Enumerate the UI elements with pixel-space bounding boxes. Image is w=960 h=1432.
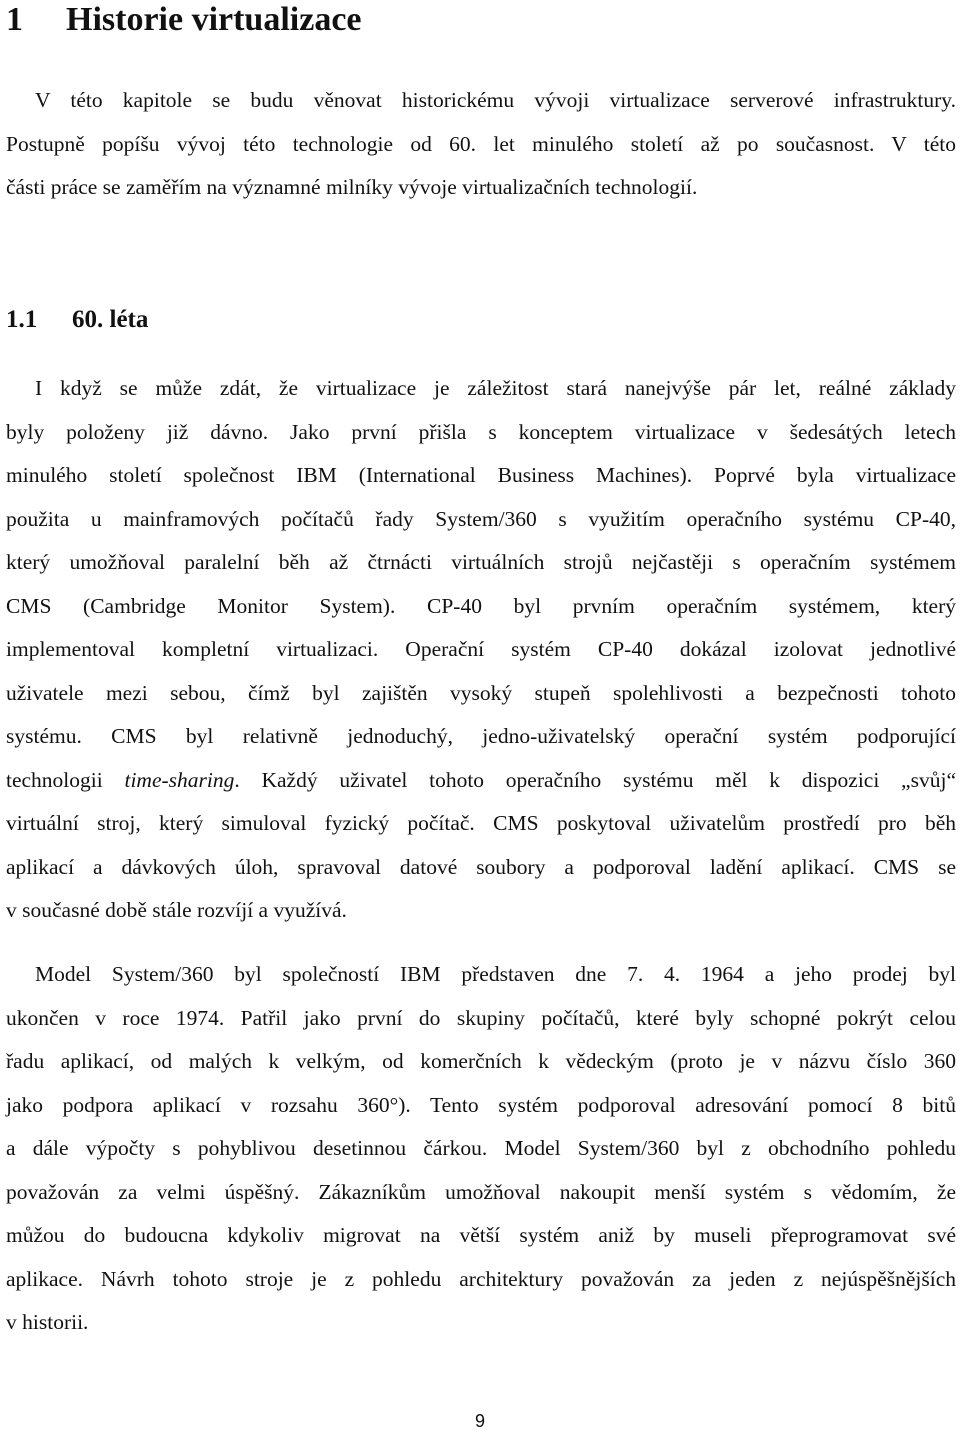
chapter-number: 1: [6, 1, 23, 38]
text-line: v historii.: [6, 1310, 89, 1334]
text-line: systému. CMS byl relativně jednoduchý, jedno-uživatelský operační systém podporující: [6, 724, 956, 748]
text-line: V této kapitole se budu věnovat historickému vývoji virtualizace serverové infrastruktury.: [35, 88, 956, 112]
body-paragraph-2: [6, 953, 956, 1345]
text-line: a dále výpočty s pohyblivou desetinnou čárkou. Model System/360 byl z obchodního pohledu: [6, 1136, 956, 1160]
text-line: Postupně popíšu vývoj této technologie od 60. let minulého století až po současnost. V této: [6, 131, 956, 156]
body-paragraph-1: [6, 367, 956, 933]
intro-paragraph: [6, 79, 956, 210]
text-line-with-italic: [6, 759, 956, 803]
text-line: CMS (Cambridge Monitor System). CP-40 byl prvním operačním systémem, který: [6, 593, 956, 618]
text-line: můžou do budoucna kdykoliv migrovat na větší systém aniž by museli přeprogramovat své: [6, 1223, 956, 1247]
text-line: v současné době stále rozvíjí a využívá.: [6, 898, 347, 922]
text-line: který umožňoval paralelní běh až čtrnácti virtuálních strojů nejčastěji s operačním systémem: [6, 550, 956, 574]
text-fragment: . Každý uživatel tohoto operačního systému měl k dispozici „svůj“: [234, 767, 956, 792]
chapter-heading: [6, 0, 362, 40]
section-title: 60. léta: [72, 306, 149, 333]
section-heading: [6, 302, 148, 338]
text-line: části práce se zaměřím na významné milníky vývoje virtualizačních technologií.: [6, 175, 698, 199]
section-number: 1.1: [6, 306, 38, 333]
text-line: minulého století společnost IBM (International Business Machines). Poprvé byla virtualizace: [6, 463, 956, 487]
text-line: virtuální stroj, který simuloval fyzický počítač. CMS poskytoval uživatelům prostředí pro běh: [6, 811, 956, 835]
text-line: implementoval kompletní virtualizaci. Operační systém CP-40 dokázal izolovat jednotlivé: [6, 637, 956, 661]
text-line: Model System/360 byl společností IBM představen dne 7. 4. 1964 a jeho prodej byl: [35, 962, 956, 986]
text-line: považován za velmi úspěšný. Zákazníkům umožňoval nakoupit menší systém s vědomím, že: [6, 1179, 956, 1204]
text-line: uživatele mezi sebou, čímž byl zajištěn vysoký stupeň spolehlivosti a bezpečnosti tohoto: [6, 680, 956, 705]
text-line: byly položeny již dávno. Jako první přišla s konceptem virtualizace v šedesátých letech: [6, 419, 956, 444]
text-line: jako podpora aplikací v rozsahu 360°). Tento systém podporoval adresování pomocí 8 bitů: [6, 1092, 956, 1117]
text-line: řadu aplikací, od malých k velkým, od komerčních k vědeckým (proto je v názvu číslo 360: [6, 1049, 956, 1073]
text-fragment: technologii: [6, 767, 125, 792]
text-line: I když se může zdát, že virtualizace je záležitost stará nanejvýše pár let, reálné základy: [35, 376, 956, 400]
chapter-title: Historie virtualizace: [66, 1, 362, 38]
text-line: použita u mainframových počítačů řady System/360 s využitím operačního systému CP-40,: [6, 506, 956, 531]
text-line: aplikací a dávkových úloh, spravoval datové soubory a podporoval ladění aplikací. CMS se: [6, 854, 956, 879]
page-number: 9: [474, 1411, 485, 1431]
italic-term: time-sharing: [124, 767, 235, 792]
text-line: aplikace. Návrh tohoto stroje je z pohledu architektury považován za jeden z nejúspěšnějších: [6, 1266, 956, 1291]
text-line: ukončen v roce 1974. Patřil jako první do skupiny počítačů, které byly schopné pokrýt celou: [6, 1005, 956, 1030]
